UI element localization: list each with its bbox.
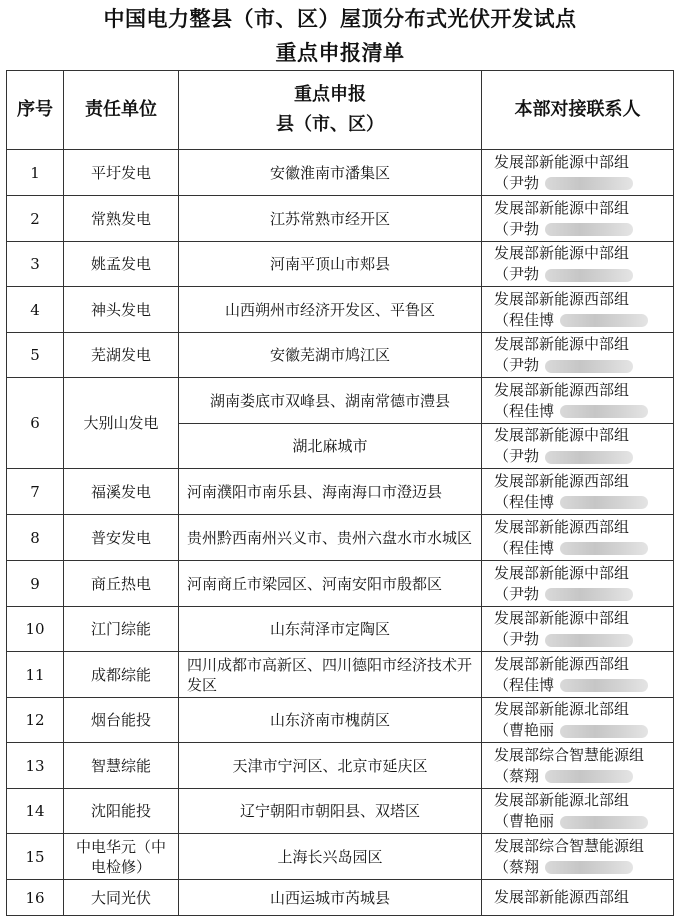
redacted-phone	[545, 269, 633, 282]
row-seq: 2	[7, 196, 64, 242]
row-contact	[482, 698, 674, 743]
redacted-phone	[560, 679, 648, 692]
redacted-phone	[560, 314, 648, 327]
row-unit: 福溪发电	[64, 469, 179, 515]
row-unit: 大别山发电	[64, 378, 179, 469]
redacted-phone	[560, 405, 648, 418]
row-seq: 16	[7, 880, 64, 916]
table-row	[7, 242, 674, 287]
table-row	[7, 333, 674, 378]
contact-person	[494, 173, 669, 194]
contact-person	[494, 766, 669, 787]
row-county: 山东菏泽市定陶区	[179, 607, 482, 652]
contact-name: （程佳博	[494, 538, 555, 557]
row-contact	[482, 469, 674, 515]
row-seq: 13	[7, 743, 64, 789]
row-county: 安徽淮南市潘集区	[179, 150, 482, 196]
row-contact	[482, 607, 674, 652]
row-unit: 大同光伏	[64, 880, 179, 916]
contact-dept: 发展部新能源西部组	[494, 517, 630, 536]
row-county: 河南濮阳市南乐县、海南海口市澄迈县	[179, 469, 482, 515]
row-contact	[482, 287, 674, 333]
row-unit: 平圩发电	[64, 150, 179, 196]
redacted-phone	[545, 177, 633, 190]
redacted-phone	[560, 725, 648, 738]
row-contact	[482, 652, 674, 698]
row-seq: 6	[7, 378, 64, 469]
contact-dept: 发展部新能源中部组	[494, 426, 630, 444]
table-row	[7, 150, 674, 196]
row-seq: 1	[7, 150, 64, 196]
contact-name: （尹勃	[494, 584, 540, 603]
row-seq: 12	[7, 698, 64, 743]
row-unit: 成都综能	[64, 652, 179, 698]
contact-name: （曹艳丽	[494, 812, 555, 830]
contact-dept: 发展部新能源西部组	[494, 289, 630, 308]
contact-name: （程佳博	[494, 492, 555, 511]
row-unit: 中电华元（中电检修）	[64, 834, 179, 880]
contact-dept: 发展部新能源中部组	[494, 244, 630, 262]
contact-name: （尹勃	[494, 173, 540, 192]
row-county: 安徽芜湖市鸠江区	[179, 333, 482, 378]
row-contact	[482, 743, 674, 789]
contact-person	[494, 401, 669, 422]
contact-person	[494, 355, 669, 376]
table-row	[7, 880, 674, 916]
row-county: 上海长兴岛园区	[179, 834, 482, 880]
redacted-phone	[560, 816, 648, 829]
contact-person	[494, 492, 669, 513]
row-county: 四川成都市高新区、四川德阳市经济技术开发区	[179, 652, 482, 698]
contact-name: （尹勃	[494, 356, 540, 374]
contact-name: （尹勃	[494, 265, 540, 283]
contact-dept: 发展部新能源中部组	[494, 609, 630, 627]
row-seq: 14	[7, 789, 64, 834]
row-unit: 常熟发电	[64, 196, 179, 242]
contact-dept: 发展部新能源西部组	[494, 380, 630, 399]
row-contact	[482, 196, 674, 242]
row-county: 山西朔州市经济开发区、平鲁区	[179, 287, 482, 333]
table-row	[7, 607, 674, 652]
table-row	[7, 469, 674, 515]
contact-person	[494, 264, 669, 285]
row-county: 山东济南市槐荫区	[179, 698, 482, 743]
header-contact: 本部对接联系人	[482, 71, 674, 150]
row-unit: 普安发电	[64, 515, 179, 561]
row-contact	[482, 424, 674, 469]
row-seq: 7	[7, 469, 64, 515]
row-unit: 智慧综能	[64, 743, 179, 789]
row-unit: 芜湖发电	[64, 333, 179, 378]
row-county: 湖南娄底市双峰县、湖南常德市澧县	[179, 378, 482, 424]
redacted-phone	[545, 861, 633, 874]
contact-name: （蔡翔	[494, 766, 540, 785]
header-county-line1: 重点申报	[294, 84, 366, 105]
row-county: 贵州黔西南州兴义市、贵州六盘水市水城区	[179, 515, 482, 561]
row-unit: 江门综能	[64, 607, 179, 652]
contact-person	[494, 584, 669, 605]
application-table	[6, 70, 674, 916]
document-title-line2: 重点申报清单	[275, 41, 405, 65]
table-row	[7, 378, 674, 424]
row-contact	[482, 561, 674, 607]
contact-person	[494, 857, 669, 878]
contact-person	[494, 629, 669, 650]
row-contact	[482, 515, 674, 561]
table-row	[7, 834, 674, 880]
row-contact	[482, 880, 674, 916]
table-row	[7, 743, 674, 789]
table-row	[7, 698, 674, 743]
row-county: 湖北麻城市	[179, 424, 482, 469]
row-county: 山西运城市芮城县	[179, 880, 482, 916]
redacted-phone	[545, 634, 633, 647]
row-county: 河南商丘市梁园区、河南安阳市殷都区	[179, 561, 482, 607]
row-unit: 沈阳能投	[64, 789, 179, 834]
redacted-phone	[545, 360, 633, 373]
contact-dept: 发展部新能源中部组	[494, 198, 630, 217]
contact-dept: 发展部综合智慧能源组	[494, 836, 645, 855]
document-title-line1: 中国电力整县（市、区）屋顶分布式光伏开发试点	[103, 7, 577, 31]
row-unit: 神头发电	[64, 287, 179, 333]
contact-name: （尹勃	[494, 447, 540, 465]
row-unit: 姚孟发电	[64, 242, 179, 287]
row-unit: 商丘热电	[64, 561, 179, 607]
row-seq: 4	[7, 287, 64, 333]
row-seq: 10	[7, 607, 64, 652]
table-header-row	[7, 71, 674, 150]
table-row	[7, 652, 674, 698]
row-contact	[482, 789, 674, 834]
table-row	[7, 515, 674, 561]
header-unit: 责任单位	[64, 71, 179, 150]
row-county: 江苏常熟市经开区	[179, 196, 482, 242]
table-row	[7, 287, 674, 333]
contact-dept: 发展部新能源中部组	[494, 563, 630, 582]
contact-person	[494, 446, 669, 467]
table-row	[7, 196, 674, 242]
row-contact	[482, 834, 674, 880]
row-county: 天津市宁河区、北京市延庆区	[179, 743, 482, 789]
row-seq: 8	[7, 515, 64, 561]
contact-person	[494, 720, 669, 741]
row-county: 辽宁朝阳市朝阳县、双塔区	[179, 789, 482, 834]
contact-name: （程佳博	[494, 675, 555, 694]
contact-person	[494, 538, 669, 559]
row-unit: 烟台能投	[64, 698, 179, 743]
row-contact	[482, 150, 674, 196]
table-body	[7, 150, 674, 916]
row-contact	[482, 378, 674, 424]
contact-dept: 发展部新能源北部组	[494, 791, 630, 809]
contact-dept: 发展部新能源中部组	[494, 152, 630, 171]
row-seq: 3	[7, 242, 64, 287]
table-row	[7, 561, 674, 607]
header-seq: 序号	[7, 71, 64, 150]
redacted-phone	[545, 223, 633, 236]
contact-name: （尹勃	[494, 219, 540, 238]
contact-person	[494, 310, 669, 331]
contact-name: （尹勃	[494, 630, 540, 648]
contact-dept: 发展部新能源西部组	[494, 471, 630, 490]
row-seq: 15	[7, 834, 64, 880]
contact-name: （曹艳丽	[494, 721, 555, 739]
redacted-phone	[545, 451, 633, 464]
row-seq: 9	[7, 561, 64, 607]
row-contact	[482, 242, 674, 287]
redacted-phone	[560, 496, 648, 509]
contact-person	[494, 219, 669, 240]
contact-dept: 发展部新能源西部组	[494, 888, 630, 906]
contact-person	[494, 675, 669, 696]
contact-name: （蔡翔	[494, 857, 540, 876]
redacted-phone	[560, 542, 648, 555]
row-contact	[482, 333, 674, 378]
header-county	[179, 71, 482, 150]
table-row	[7, 789, 674, 834]
contact-dept: 发展部新能源北部组	[494, 700, 630, 718]
contact-dept: 发展部新能源中部组	[494, 335, 630, 353]
header-county-line2: 县（市、区）	[276, 114, 384, 135]
contact-name: （程佳博	[494, 401, 555, 420]
row-seq: 5	[7, 333, 64, 378]
contact-person	[494, 811, 669, 832]
contact-dept: 发展部新能源西部组	[494, 654, 630, 673]
row-county: 河南平顶山市郏县	[179, 242, 482, 287]
redacted-phone	[545, 770, 633, 783]
contact-dept: 发展部综合智慧能源组	[494, 745, 645, 764]
row-seq: 11	[7, 652, 64, 698]
contact-name: （程佳博	[494, 310, 555, 329]
redacted-phone	[545, 588, 633, 601]
